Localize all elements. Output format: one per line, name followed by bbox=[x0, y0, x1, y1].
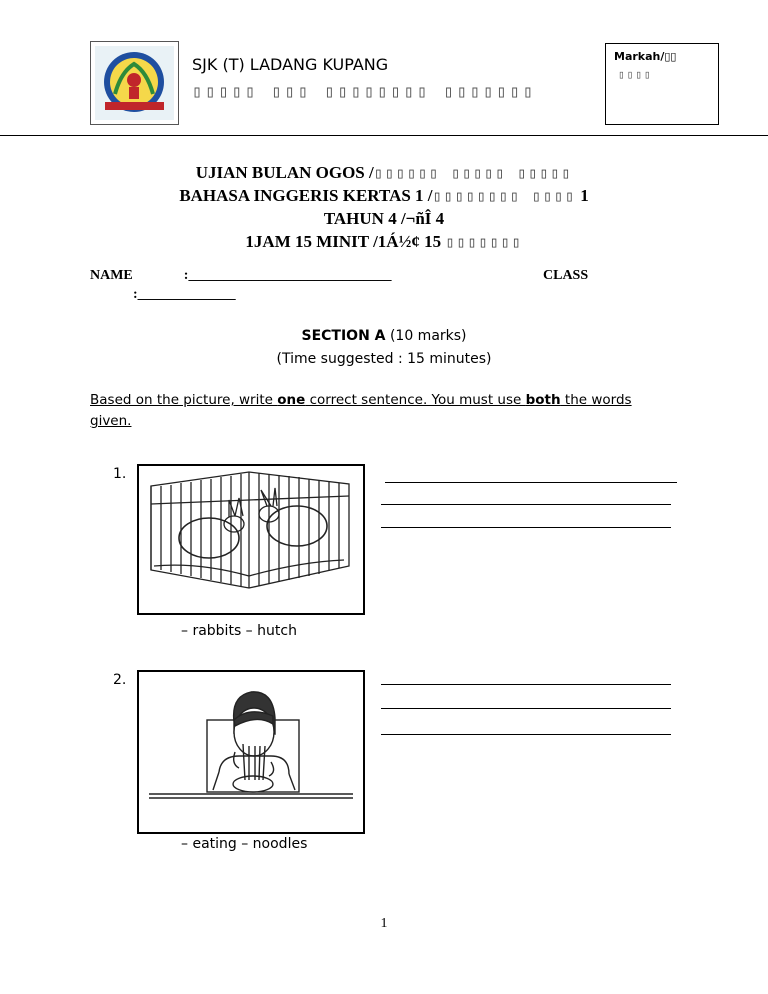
girl-eating-noodles-illustration bbox=[139, 672, 363, 832]
question-2-answer-line-1[interactable] bbox=[381, 684, 671, 685]
exam-title-text: UJIAN BULAN OGOS / bbox=[195, 163, 374, 182]
question-1-number: 1. bbox=[113, 466, 127, 482]
class-label: CLASS bbox=[543, 268, 589, 283]
section-time: (Time suggested : 15 minutes) bbox=[276, 351, 492, 367]
section-marks: (10 marks) bbox=[389, 328, 467, 344]
marks-label-tamil: ▯▯▯▯ bbox=[618, 68, 653, 81]
page-number: 1 bbox=[380, 916, 388, 931]
duration-tamil: ▯▯▯▯▯▯▯ bbox=[445, 233, 523, 251]
school-name-tamil: ▯▯▯▯▯ ▯▯▯ ▯▯▯▯▯▯▯▯ ▯▯▯▯▯▯▯ bbox=[192, 82, 537, 102]
instruction-text: Based on the picture, write one correct sentence. You must use both the words given. bbox=[90, 392, 632, 429]
marks-label: Markah/▯▯ bbox=[614, 50, 677, 63]
school-logo bbox=[90, 41, 179, 125]
paper-number: 1 bbox=[575, 186, 589, 205]
marks-box bbox=[605, 43, 719, 125]
question-2-number: 2. bbox=[113, 672, 127, 688]
class-blank[interactable]: :______________ bbox=[133, 287, 236, 302]
section-heading bbox=[0, 328, 768, 344]
question-1-answer-line-3[interactable] bbox=[381, 527, 671, 528]
rabbits-hutch-illustration bbox=[139, 466, 363, 613]
name-label: NAME bbox=[90, 268, 133, 283]
name-blank[interactable]: :_____________________________ bbox=[183, 268, 392, 283]
subject-text: BAHASA INGGERIS KERTAS 1 / bbox=[179, 186, 433, 205]
question-2-answer-line-3[interactable] bbox=[381, 734, 671, 735]
question-2-words: – eating – noodles bbox=[181, 836, 308, 852]
question-1-answer-line-1[interactable] bbox=[385, 482, 677, 483]
school-name: SJK (T) LADANG KUPANG bbox=[192, 55, 389, 74]
duration-text: 1JAM 15 MINIT /1Á½¢ 15 bbox=[245, 232, 442, 251]
exam-title-line-1 bbox=[60, 163, 708, 183]
subject-tamil: ▯▯▯▯▯▯▯▯ ▯▯▯▯ bbox=[432, 187, 576, 205]
exam-title-line-3: TAHUN 4 /¬ñÎ 4 bbox=[323, 209, 445, 228]
question-1-words: – rabbits – hutch bbox=[181, 623, 297, 639]
header-divider bbox=[0, 135, 768, 136]
question-2-answer-line-2[interactable] bbox=[381, 708, 671, 709]
exam-title-line-4 bbox=[60, 232, 708, 252]
exam-title-line-2 bbox=[60, 186, 708, 206]
name-field[interactable] bbox=[90, 268, 391, 284]
question-1-picture bbox=[137, 464, 365, 615]
section-title: SECTION A bbox=[301, 328, 386, 344]
question-2-picture bbox=[137, 670, 365, 834]
question-1-answer-line-2[interactable] bbox=[381, 504, 671, 505]
exam-title-tamil: ▯▯▯▯▯▯ ▯▯▯▯▯ ▯▯▯▯▯ bbox=[373, 164, 573, 182]
